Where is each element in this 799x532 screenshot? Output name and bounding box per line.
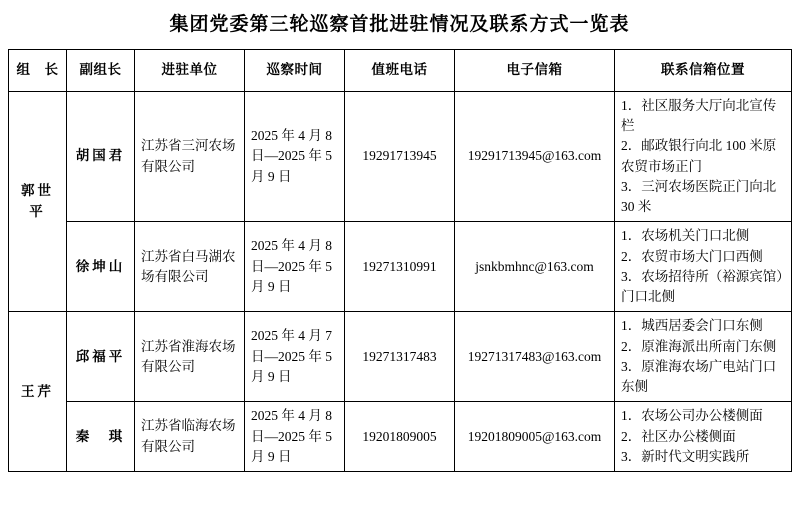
cell-deputy-leader: 秦 琪 <box>67 402 135 472</box>
column-header-mailbox-location: 联系信箱位置 <box>615 49 792 91</box>
cell-unit: 江苏省临海农场有限公司 <box>135 402 245 472</box>
cell-period: 2025 年 4 月 8 日—2025 年 5 月 9 日 <box>245 91 345 222</box>
table-row <box>9 312 792 402</box>
table-header-row <box>9 49 792 91</box>
column-header-leader: 组 长 <box>9 49 67 91</box>
cell-unit: 江苏省淮海农场有限公司 <box>135 312 245 402</box>
mailbox-location-line: 2．邮政银行向北 100 米原农贸市场正门 <box>621 138 777 174</box>
column-header-email: 电子信箱 <box>455 49 615 91</box>
table-row <box>9 91 792 222</box>
mailbox-location-line: 3．新时代文明实践所 <box>621 448 750 464</box>
cell-email: 19271317483@163.com <box>455 312 615 402</box>
mailbox-location-line: 1．城西居委会门口东侧 <box>621 318 763 334</box>
table-header <box>9 49 792 91</box>
mailbox-location-line: 1．农场公司办公楼侧面 <box>621 408 763 424</box>
mailbox-location-line: 2．原淮海派出所南门东侧 <box>621 338 777 354</box>
mailbox-location-line: 3．农场招待所（裕源宾馆）门口北侧 <box>621 268 783 305</box>
cell-deputy-leader: 邱福平 <box>67 312 135 402</box>
cell-email: jsnkbmhnc@163.com <box>455 222 615 312</box>
cell-deputy-leader: 徐坤山 <box>67 222 135 312</box>
cell-mailbox-location <box>615 312 792 402</box>
cell-deputy-leader: 胡国君 <box>67 91 135 222</box>
mailbox-location-line: 3．三河农场医院正门向北 30 米 <box>621 178 777 215</box>
cell-period: 2025 年 4 月 8 日—2025 年 5 月 9 日 <box>245 222 345 312</box>
cell-period: 2025 年 4 月 7 日—2025 年 5 月 9 日 <box>245 312 345 402</box>
mailbox-location-line: 1．农场机关门口北侧 <box>621 228 750 244</box>
cell-mailbox-location <box>615 402 792 472</box>
inspection-schedule-table <box>8 49 792 472</box>
mailbox-location-line: 1．社区服务大厅向北宣传栏 <box>621 97 777 134</box>
column-header-unit: 进驻单位 <box>135 49 245 91</box>
column-header-deputy-leader: 副组长 <box>67 49 135 91</box>
table-body <box>9 91 792 471</box>
mailbox-location-line: 2．农贸市场大门口西侧 <box>621 248 763 264</box>
cell-email: 19291713945@163.com <box>455 91 615 222</box>
column-header-phone: 值班电话 <box>345 49 455 91</box>
cell-phone: 19271310991 <box>345 222 455 312</box>
cell-email: 19201809005@163.com <box>455 402 615 472</box>
cell-period: 2025 年 4 月 8 日—2025 年 5 月 9 日 <box>245 402 345 472</box>
page-title: 集团党委第三轮巡察首批进驻情况及联系方式一览表 <box>169 14 630 35</box>
table-row <box>9 222 792 312</box>
mailbox-location-line: 3．原淮海农场广电站门口东侧 <box>621 358 777 395</box>
cell-phone: 19201809005 <box>345 402 455 472</box>
cell-leader: 王芹 <box>9 312 67 472</box>
cell-phone: 19271317483 <box>345 312 455 402</box>
cell-unit: 江苏省三河农场有限公司 <box>135 91 245 222</box>
cell-mailbox-location <box>615 222 792 312</box>
table-row <box>9 402 792 472</box>
cell-mailbox-location <box>615 91 792 222</box>
mailbox-location-line: 2．社区办公楼侧面 <box>621 428 736 444</box>
cell-unit: 江苏省白马湖农场有限公司 <box>135 222 245 312</box>
column-header-period: 巡察时间 <box>245 49 345 91</box>
cell-phone: 19291713945 <box>345 91 455 222</box>
cell-leader: 郭世平 <box>9 91 67 312</box>
